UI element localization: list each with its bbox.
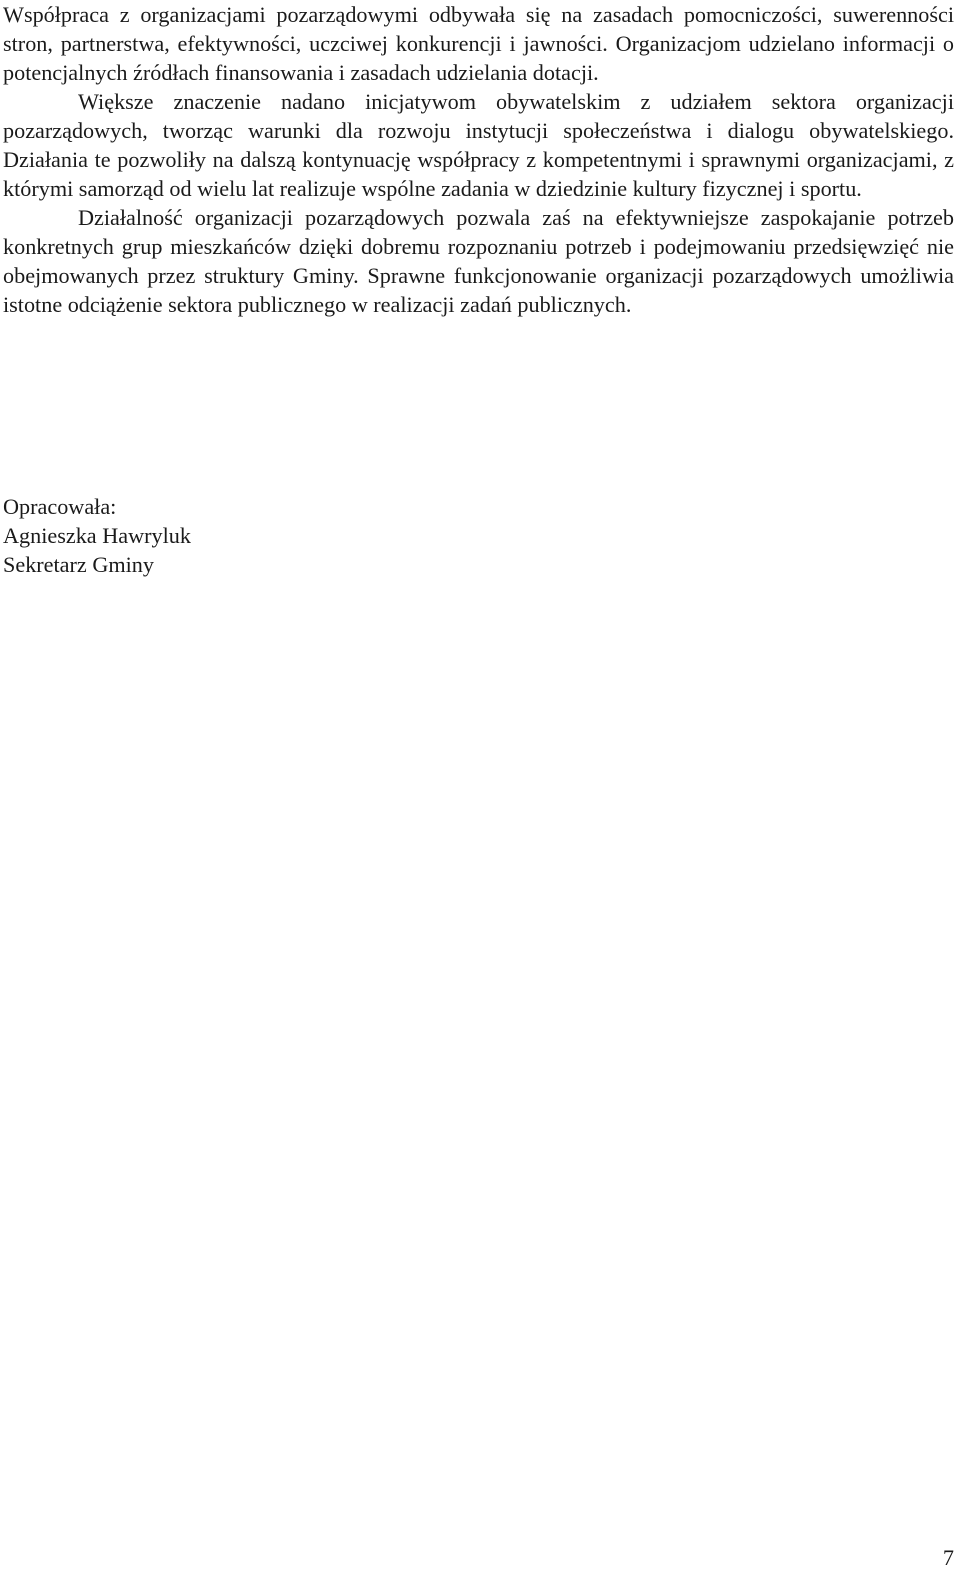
page-number: 7 <box>942 1545 954 1570</box>
signature-name: Agnieszka Hawryluk <box>3 523 191 548</box>
paragraph-cooperation: Współpraca z organizacjami pozarządowymi odbywała się na zasadach pomocniczości, suwerenności stron, partnerstwa, efektywności, uczciwej konkurencji i jawności. Organizacjom udzielano informacji o potencjalnych źródłach finansowania i zasadach udzielania dotacji. <box>3 2 954 85</box>
paragraph-ngo-activity: Działalność organizacji pozarządowych pozwala zaś na efektywniejsze zaspokajanie potrzeb konkretnych grup mieszkańców dzięki dobremu rozpoznaniu potrzeb i podejmowaniu przedsięwzięć nie obejmowanych przez struktury Gminy. Sprawne funkcjonowanie organizacji pozarządowych umożliwia istotne odciążenie sektora publicznego w realizacji zadań publicznych. <box>3 205 954 317</box>
signature-block <box>3 492 191 579</box>
paragraph-civic-initiatives: Większe znaczenie nadano inicjatywom obywatelskim z udziałem sektora organizacji pozarządowych, tworząc warunki dla rozwoju instytucji społeczeństwa i dialogu obywatelskiego. Działania te pozwoliły na dalszą kontynuację współpracy z kompetentnymi i sprawnymi organizacjami, z którymi samorząd od wielu lat realizuje wspólne zadania w dziedzinie kultury fizycznej i sportu. <box>3 89 954 201</box>
signature-label: Opracowała: <box>3 494 117 519</box>
document-body <box>3 0 954 319</box>
signature-role: Sekretarz Gminy <box>3 552 154 577</box>
